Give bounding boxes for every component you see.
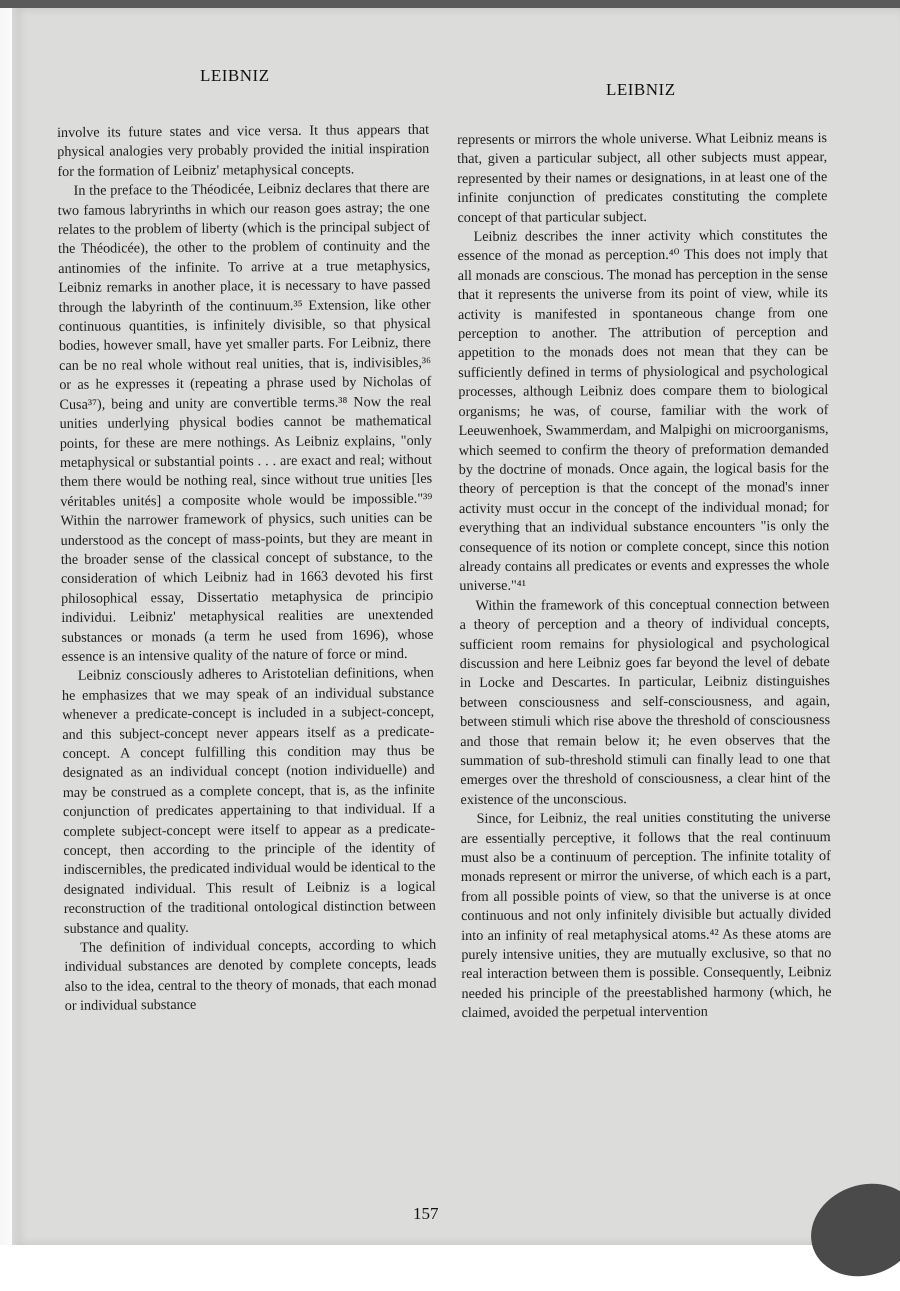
left-paragraph-2: In the preface to the Théodicée, Leibniz declares that there are two famous labryrinths in which our reason goes astray; the one relates to the problem of liberty (which is the principal subject of the Théodicée), the other to the problem of continuity and the antinomies of the infinite. To arrive at a true metaphysics, Leibniz remarks in another place, it is necessary to have passed through the labyrinth of the continuum.³⁵ Extension, like other continuous quantities, is infinitely divisible, so that physical bodies, however small, have yet smaller parts. For Leibniz, there can be no real whole without real unities, that is, indivisibles,³⁶ or as he expresses it (repeating a phrase used by Nicholas of Cusa³⁷), being and unity are convertible terms.³⁸ Now the real unities underlying physical bodies cannot be mathematical points, for these are mere nothings. As Leibniz explains, "only metaphysical or substantial points . . . are exact and real; without them there would be nothing real, since without true unities [les véritables unités] a composite whole would be impossible."³⁹ Within the narrower framework of physics, such unities can be understood as the concept of mass-points, but they are meant in the broader sense of the classical concept of substance, to the consideration of which Leibniz had in 1663 devoted his first philosophical essay, Dissertatio metaphysica de principio individui. Leibniz' metaphysical realities are unextended substances or monads (a term he used from 1696), whose essence is an intensive quality of the nature of force or mind. (57, 179, 434, 665)
running-head-right: LEIBNIZ (606, 80, 676, 99)
gutter-shadow (0, 8, 20, 1245)
running-head-left: LEIBNIZ (200, 66, 270, 85)
right-paragraph-4: Since, for Leibniz, the real unities constituting the universe are essentially perceptive, it follows that the real continuum must also be a continuum of perception. The infinite totality of monads represent or mirror the universe, of which each is a part, from all possible points of view, so that the universe is at once continuous and not only infinitely divisible but actually divided into an infinity of real metaphysical atoms.⁴² As these atoms are purely intensive unities, they are mutually exclusive, so that no real interaction between them is possible. Consequently, Leibniz needed his principle of the preestablished harmony (which, he claimed, avoided the perpetual intervention (460, 809, 832, 1022)
right-paragraph-3: Within the framework of this conceptual connection between a theory of perception and a theory of individual concepts, sufficient room remains for physiological and psychological discussion and here Leibniz goes far beyond the level of debate in Locke and Descartes. In particular, Leibniz distinguishes between consciousness and self-consciousness, and again, between stimuli which rise above the threshold of consciousness and those that remain below it; he even observes that the summation of sub-threshold stimuli can finally lead to one that emerges over the threshold of consciousness, a clear hint of the existence of the unconscious. (459, 595, 831, 808)
left-paragraph-1: involve its future states and vice versa. It thus appears that physical analogies very probably provided the initial inspiration for the formation of Leibniz' metaphysical concepts. (57, 121, 430, 180)
right-text-column (457, 129, 832, 1024)
left-paragraph-4: The definition of individual concepts, according to which individual substances are denoted by complete concepts, leads also to the idea, central to the theory of monads, that each monad or individual substance (64, 936, 437, 1015)
left-text-column (57, 121, 437, 1017)
page-number: 157 (413, 1204, 439, 1223)
left-paragraph-3: Leibniz consciously adheres to Aristotelian definitions, when he emphasizes that we may speak of an individual substance whenever a predicate-concept is included in a subject-concept, and this subject-concept never appears itself as a predicate-concept. A concept fulfilling this condition may thus be designated as an individual concept (notion individuelle) and may be construed as a complete concept, that is, as the infinite conjunction of predicates appertaining to that individual. If a complete subject-concept were itself to appear as a predicate-concept, then according to the principle of the identity of indiscernibles, the predicated individual would be identical to the designated individual. This result of Leibniz is a logical reconstruction of the traditional ontological distinction between substance and quality. (61, 665, 436, 937)
right-paragraph-1: represents or mirrors the whole universe. What Leibniz means is that, given a particular subject, all other subjects must appear, represented by their names or designations, in at least one of the infinite conjunction of predicates constituting the complete concept of that particular subject. (457, 130, 828, 226)
right-paragraph-2: Leibniz describes the inner activity which constitutes the essence of the monad as perception.⁴⁰ This does not imply that all monads are conscious. The monad has perception in the sense that it represents the universe from its point of view, while its activity is manifested in spontaneous change from one perception to another. The attribution of perception and appetition to the monads does not mean that they can be sufficiently defined in terms of physiological and psychological processes, although Leibniz does compare them to biological organisms; he was, of course, familiar with the work of Leeuwenhoek, Swammerdam, and Malpighi on microorganisms, which seemed to confirm the theory of preformation demanded by the doctrine of monads. Once again, the logical basis for the theory of perception is that the concept of the monad's inner activity must occur in the concept of the individual monad; for everything that an individual substance encounters "is only the consequence of its notion or complete concept, since this notion already contains all predicates or events and expresses the whole universe."⁴¹ (457, 227, 830, 595)
scanner-top-edge (0, 0, 900, 8)
